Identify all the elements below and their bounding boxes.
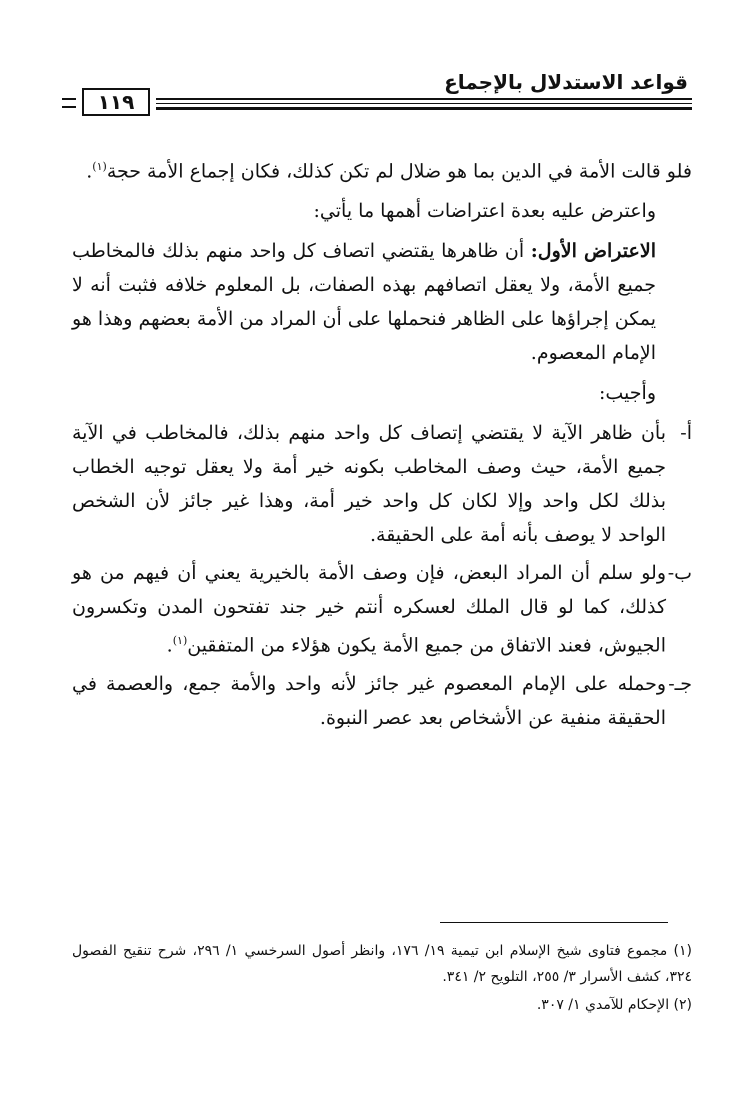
answer-item: جـ- وحمله على الإمام المعصوم غير جائز لأنه واحد والأمة جمع، والعصمة في الحقيقة منفية عن الأشخاص بعد عصر النبوة.: [72, 667, 692, 735]
footnote-separator: [440, 922, 668, 923]
page-header: [62, 62, 692, 122]
header-rule-left: [62, 98, 76, 100]
paragraph: وأجيب:: [599, 382, 656, 405]
answer-item: ب- ولو سلم أن المراد البعض، فإن وصف الأمة بالخيرية يعني أن فيهم من هو كذلك، كما لو قال الملك لعسكره أنتم خير جند تفتحون المدن وتكسرون الجيوش، فعند الاتفاق من جميع الأمة يكون هؤلاء من المتفقين$^{(١)}$.: [72, 556, 692, 662]
answer-item: أ- بأن ظاهر الآية لا يقتضي إتصاف كل واحد منهم بذلك، فالمخاطب في الآية جميع الأمة، حيث وصف المخاطب بكونه خير أمة ولا يعقل توجيه الخطاب بذلك لكل واحد وإلا لكان كل واحد خير أمة، وهذا غير جائز لأن الشخص الواحد لا يوصف بأنه أمة على الحقيقة.: [72, 416, 692, 552]
footnote: (٢) الإحكام للآمدي ١/ ٣٠٧.: [536, 997, 692, 1013]
page-number: ١١٩: [82, 88, 150, 116]
footnotes: [72, 938, 692, 1020]
paragraph: الاعتراض الأول: أن ظاهرها يقتضي اتصاف كل واحد منهم بذلك فالمخاطب جميع الأمة، ولا يعقل اتصافهم بهذه الصفات، بل المعلوم خلافه فثبت أنه لا يمكن إجراؤها على الظاهر فنحملها على أن المراد من الأمة بعضهم وهذا هو الإمام المعصوم.: [72, 240, 656, 365]
main-text: [72, 150, 692, 739]
header-rule: [156, 103, 692, 104]
header-rule: [156, 98, 692, 100]
footnote-ref: (١): [172, 634, 188, 648]
header-rule: [156, 107, 692, 110]
objection-label: الاعتراض الأول:: [530, 240, 656, 263]
running-title: قواعد الاستدلال بالإجماع: [444, 70, 688, 94]
item-marker: ب-: [667, 562, 692, 585]
header-rule-left: [62, 106, 76, 108]
item-marker: أ-: [680, 422, 692, 445]
footnote: (١) مجموع فتاوى شيخ الإسلام ابن تيمية ١٩/ ١٧٦، وانظر أصول السرخسي ١/ ٢٩٦، شرح تنقيح الفصول ٣٢٤، كشف الأسرار ٣/ ٢٥٥، التلويح ٢/ ٣٤١.: [72, 943, 693, 985]
footnote-ref: (١): [92, 160, 107, 173]
paragraph: فلو قالت الأمة في الدين بما هو ضلال لم تكن كذلك، فكان إجماع الأمة حجة$^{(١)}$.: [86, 160, 692, 183]
paragraph: واعترض عليه بعدة اعتراضات أهمها ما يأتي:: [313, 200, 656, 223]
item-marker: جـ-: [668, 672, 692, 695]
